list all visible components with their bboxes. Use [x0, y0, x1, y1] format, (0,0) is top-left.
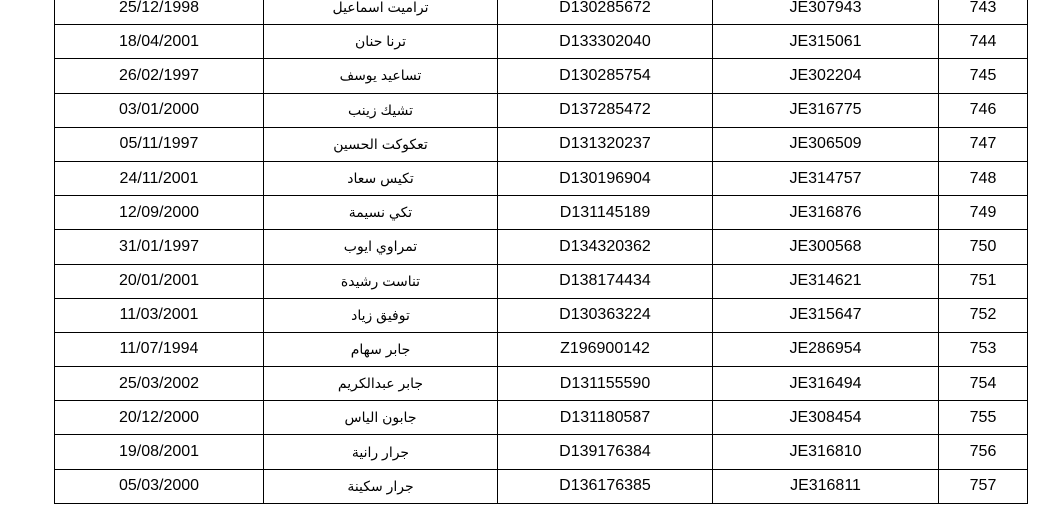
table-row — [55, 161, 1028, 195]
table-row — [55, 401, 1028, 435]
records-table-container — [54, 0, 1027, 504]
table-row — [55, 367, 1028, 401]
id-number-cell: D131155590 — [498, 367, 713, 401]
full-name-cell: تكیس سعاد — [264, 161, 498, 195]
birth-date-cell: 19/08/2001 — [55, 435, 264, 469]
registration-number-cell: JE316810 — [713, 435, 939, 469]
registration-number-cell: JE316775 — [713, 93, 939, 127]
id-number-cell: D131320237 — [498, 127, 713, 161]
table-row — [55, 25, 1028, 59]
table-row — [55, 0, 1028, 25]
id-number-cell: D130363224 — [498, 298, 713, 332]
row-index-cell: 757 — [939, 469, 1028, 503]
registration-number-cell: JE316494 — [713, 367, 939, 401]
registration-number-cell: JE315061 — [713, 25, 939, 59]
id-number-cell: D133302040 — [498, 25, 713, 59]
id-number-cell: D134320362 — [498, 230, 713, 264]
registration-number-cell: JE314621 — [713, 264, 939, 298]
full-name-cell: تكي نسیمة — [264, 196, 498, 230]
birth-date-cell: 03/01/2000 — [55, 93, 264, 127]
full-name-cell: تعكوكت الحسین — [264, 127, 498, 161]
table-row — [55, 469, 1028, 503]
row-index-cell: 751 — [939, 264, 1028, 298]
birth-date-cell: 11/03/2001 — [55, 298, 264, 332]
records-table-body — [55, 0, 1028, 503]
row-index-cell: 756 — [939, 435, 1028, 469]
table-row — [55, 93, 1028, 127]
table-row — [55, 59, 1028, 93]
registration-number-cell: JE286954 — [713, 332, 939, 366]
full-name-cell: توفیق زیاد — [264, 298, 498, 332]
full-name-cell: جابون الیاس — [264, 401, 498, 435]
table-row — [55, 298, 1028, 332]
table-row — [55, 332, 1028, 366]
row-index-cell: 752 — [939, 298, 1028, 332]
table-row — [55, 196, 1028, 230]
row-index-cell: 745 — [939, 59, 1028, 93]
full-name-cell: تمراوي ایوب — [264, 230, 498, 264]
full-name-cell: جرار سكینة — [264, 469, 498, 503]
id-number-cell: D130285672 — [498, 0, 713, 25]
registration-number-cell: JE308454 — [713, 401, 939, 435]
birth-date-cell: 26/02/1997 — [55, 59, 264, 93]
registration-number-cell: JE306509 — [713, 127, 939, 161]
registration-number-cell: JE307943 — [713, 0, 939, 25]
birth-date-cell: 11/07/1994 — [55, 332, 264, 366]
birth-date-cell: 20/01/2001 — [55, 264, 264, 298]
table-row — [55, 264, 1028, 298]
row-index-cell: 747 — [939, 127, 1028, 161]
registration-number-cell: JE315647 — [713, 298, 939, 332]
table-row — [55, 435, 1028, 469]
row-index-cell: 744 — [939, 25, 1028, 59]
full-name-cell: جابر سهام — [264, 332, 498, 366]
registration-number-cell: JE316876 — [713, 196, 939, 230]
birth-date-cell: 25/12/1998 — [55, 0, 264, 25]
id-number-cell: D130285754 — [498, 59, 713, 93]
birth-date-cell: 24/11/2001 — [55, 161, 264, 195]
records-table — [54, 0, 1028, 504]
id-number-cell: D131145189 — [498, 196, 713, 230]
registration-number-cell: JE314757 — [713, 161, 939, 195]
row-index-cell: 749 — [939, 196, 1028, 230]
id-number-cell: D130196904 — [498, 161, 713, 195]
birth-date-cell: 20/12/2000 — [55, 401, 264, 435]
id-number-cell: Z196900142 — [498, 332, 713, 366]
full-name-cell: ترنا حنان — [264, 25, 498, 59]
table-row — [55, 230, 1028, 264]
row-index-cell: 754 — [939, 367, 1028, 401]
birth-date-cell: 31/01/1997 — [55, 230, 264, 264]
id-number-cell: D137285472 — [498, 93, 713, 127]
birth-date-cell: 25/03/2002 — [55, 367, 264, 401]
full-name-cell: جرار رانیة — [264, 435, 498, 469]
row-index-cell: 743 — [939, 0, 1028, 25]
birth-date-cell: 18/04/2001 — [55, 25, 264, 59]
id-number-cell: D138174434 — [498, 264, 713, 298]
full-name-cell: تشیك زینب — [264, 93, 498, 127]
full-name-cell: جابر عبدالكریم — [264, 367, 498, 401]
full-name-cell: تناست رشیدة — [264, 264, 498, 298]
registration-number-cell: JE302204 — [713, 59, 939, 93]
row-index-cell: 746 — [939, 93, 1028, 127]
full-name-cell: تساعید یوسف — [264, 59, 498, 93]
registration-number-cell: JE316811 — [713, 469, 939, 503]
birth-date-cell: 12/09/2000 — [55, 196, 264, 230]
registration-number-cell: JE300568 — [713, 230, 939, 264]
row-index-cell: 750 — [939, 230, 1028, 264]
birth-date-cell: 05/03/2000 — [55, 469, 264, 503]
row-index-cell: 755 — [939, 401, 1028, 435]
row-index-cell: 748 — [939, 161, 1028, 195]
row-index-cell: 753 — [939, 332, 1028, 366]
birth-date-cell: 05/11/1997 — [55, 127, 264, 161]
table-row — [55, 127, 1028, 161]
full-name-cell: ترامیت اسماعیل — [264, 0, 498, 25]
id-number-cell: D136176385 — [498, 469, 713, 503]
id-number-cell: D131180587 — [498, 401, 713, 435]
id-number-cell: D139176384 — [498, 435, 713, 469]
